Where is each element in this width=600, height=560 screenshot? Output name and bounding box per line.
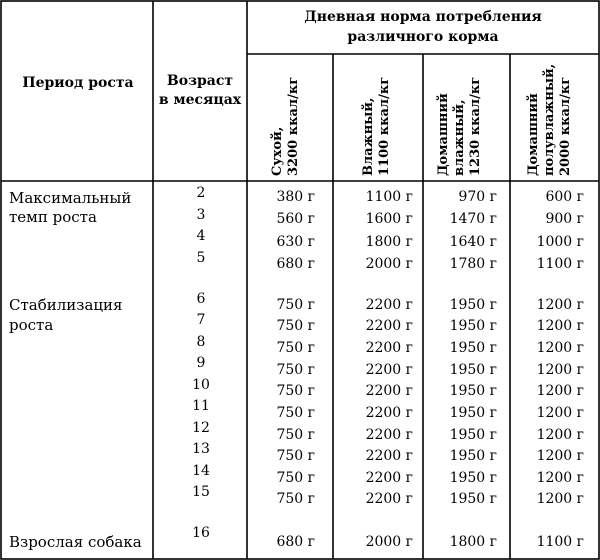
age-cell: 3 [196,207,206,223]
period-max-growth-line1: Максимальный [9,189,132,207]
value-cell-homemade-semiwet: 1200 г [536,405,584,421]
period-stabilization-line1: Стабилизация [9,296,123,314]
value-cell-homemade-wet: 1800 г [449,534,497,550]
value-cell-homemade-wet: 1950 г [449,340,497,356]
value-cell-homemade-wet: 1950 г [449,318,497,334]
value-cell-homemade-semiwet: 1200 г [536,470,584,486]
value-cell-wet: 2200 г [365,405,413,421]
value-cell-wet: 2200 г [365,427,413,443]
age-cell: 4 [196,228,206,244]
age-cell: 5 [196,250,206,266]
value-cell-homemade-wet: 1950 г [449,383,497,399]
value-cell-dry: 380 г [276,189,315,205]
value-cell-homemade-semiwet: 1200 г [536,448,584,464]
column-header-homemade-wet: Домашний влажный, 1230 ккал/кг [436,76,483,176]
group-header-norm-line2: различного корма [347,29,499,45]
value-cell-dry: 750 г [276,427,315,443]
value-cell-wet: 2200 г [365,318,413,334]
value-cell-homemade-wet: 1950 г [449,362,497,378]
column-header-wet-feed: Влажный, 1100 ккал/кг [361,76,392,176]
value-cell-homemade-wet: 1780 г [449,256,497,272]
value-cell-homemade-wet: 1950 г [449,427,497,443]
column-header-homemade-semiwet: Домашний полувлажный, 2000 ккал/кг [526,63,573,176]
age-cell: 12 [192,420,210,436]
value-cell-homemade-wet: 1950 г [449,405,497,421]
age-cell: 8 [196,334,206,350]
value-cell-homemade-wet: 1950 г [449,470,497,486]
value-cell-dry: 750 г [276,340,315,356]
value-cell-dry: 750 г [276,383,315,399]
column-header-age-line1: Возраст [166,73,234,89]
value-cell-wet: 2000 г [365,256,413,272]
value-cell-wet: 2200 г [365,491,413,507]
age-cell: 6 [196,291,206,307]
value-cell-homemade-semiwet: 600 г [545,189,584,205]
value-cell-homemade-semiwet: 900 г [545,211,584,227]
value-cell-dry: 560 г [276,211,315,227]
age-cell: 14 [192,463,210,479]
age-cell: 13 [192,441,210,457]
value-cell-dry: 750 г [276,491,315,507]
period-stabilization-line2: роста [9,316,54,334]
value-cell-homemade-semiwet: 1000 г [536,234,584,250]
value-cell-wet: 1600 г [365,211,413,227]
value-cell-homemade-wet: 1950 г [449,491,497,507]
column-header-period: Период роста [22,75,134,91]
value-cell-wet: 2200 г [365,448,413,464]
value-cell-wet: 2200 г [365,470,413,486]
value-cell-dry: 750 г [276,470,315,486]
value-cell-dry: 750 г [276,362,315,378]
value-cell-wet: 1100 г [365,189,413,205]
value-cell-wet: 2200 г [365,362,413,378]
age-cell: 16 [192,525,210,541]
value-cell-dry: 750 г [276,297,315,313]
value-cell-wet: 1800 г [365,234,413,250]
value-cell-homemade-semiwet: 1200 г [536,340,584,356]
value-cell-wet: 2200 г [365,297,413,313]
group-header-norm-line1: Дневная норма потребления [304,9,542,25]
period-max-growth-line2: темп роста [9,208,97,226]
age-cell: 15 [192,484,210,500]
age-cell: 11 [192,398,210,414]
value-cell-homemade-wet: 970 г [458,189,497,205]
column-header-age-line2: в месяцах [158,92,242,108]
age-cell: 10 [192,377,210,393]
age-cell: 9 [196,355,206,371]
value-cell-wet: 2200 г [365,340,413,356]
value-cell-dry: 680 г [276,534,315,550]
value-cell-homemade-semiwet: 1200 г [536,318,584,334]
value-cell-homemade-wet: 1470 г [449,211,497,227]
value-cell-dry: 750 г [276,318,315,334]
value-cell-homemade-semiwet: 1200 г [536,491,584,507]
value-cell-dry: 750 г [276,448,315,464]
age-cell: 2 [196,185,206,201]
value-cell-homemade-semiwet: 1200 г [536,383,584,399]
value-cell-homemade-semiwet: 1200 г [536,427,584,443]
value-cell-dry: 680 г [276,256,315,272]
value-cell-homemade-wet: 1950 г [449,448,497,464]
value-cell-wet: 2000 г [365,534,413,550]
value-cell-homemade-semiwet: 1200 г [536,297,584,313]
value-cell-homemade-semiwet: 1100 г [536,534,584,550]
age-cell: 7 [196,312,206,328]
value-cell-homemade-wet: 1640 г [449,234,497,250]
column-header-dry-feed: Сухой, 3200 ккал/кг [270,76,301,176]
value-cell-wet: 2200 г [365,383,413,399]
period-adult-dog: Взрослая собака [9,533,142,551]
value-cell-homemade-wet: 1950 г [449,297,497,313]
value-cell-homemade-semiwet: 1200 г [536,362,584,378]
value-cell-dry: 630 г [276,234,315,250]
value-cell-dry: 750 г [276,405,315,421]
value-cell-homemade-semiwet: 1100 г [536,256,584,272]
